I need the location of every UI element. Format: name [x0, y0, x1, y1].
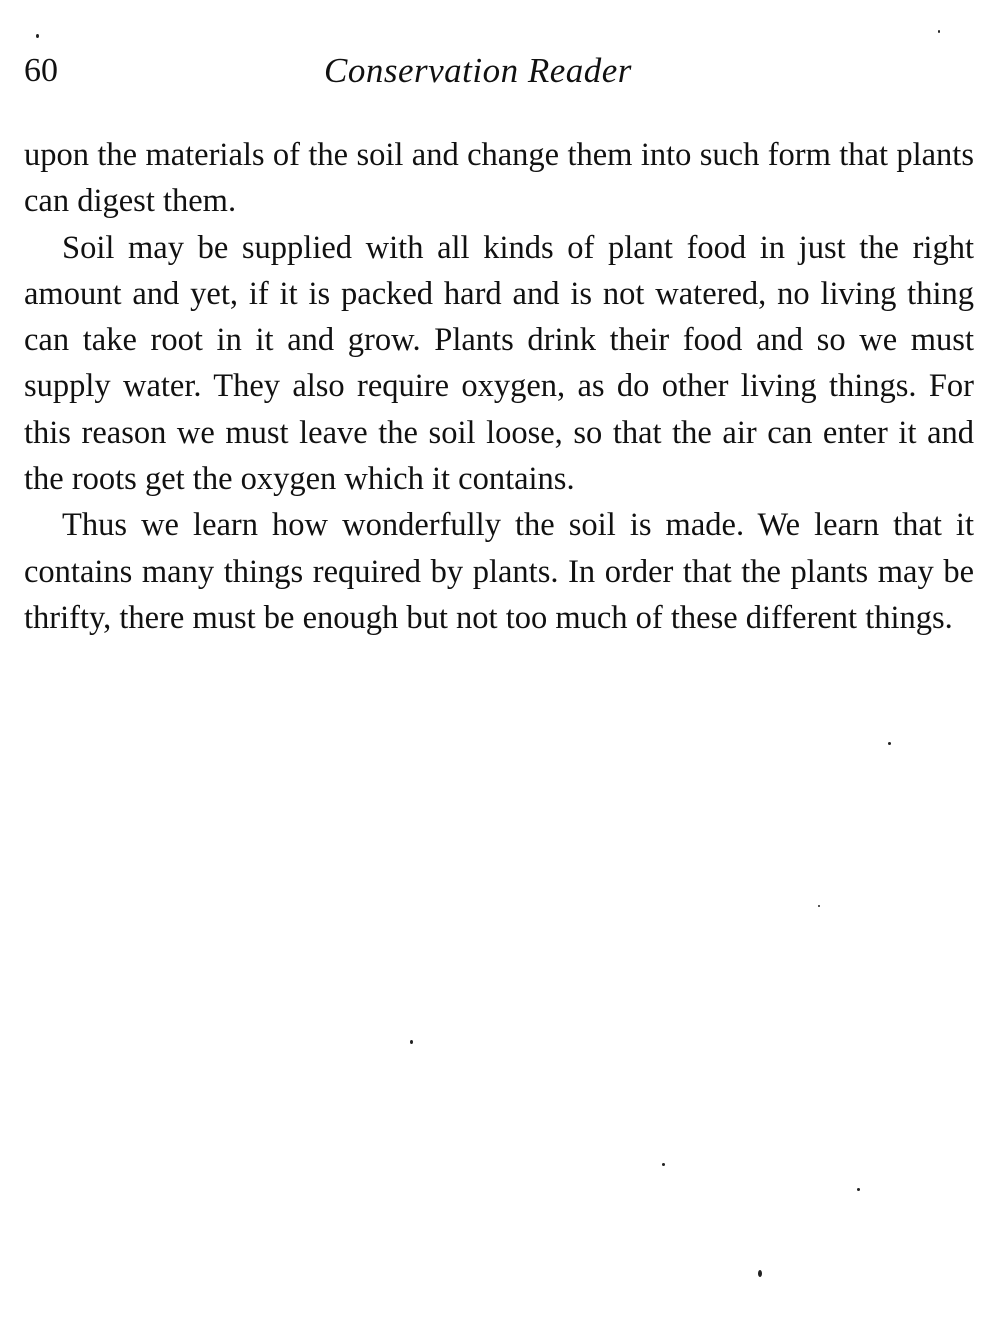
- scan-speck: [818, 905, 820, 907]
- scan-speck: [888, 742, 891, 745]
- page-number: 60: [24, 52, 58, 89]
- scan-speck: [758, 1270, 762, 1277]
- paragraph-continuation: upon the materials of the soil and change them into such form that plants can digest them.: [24, 137, 974, 220]
- paragraph-soil-needs: Soil may be supplied with all kinds of plant food in just the right amount and yet, if it is packed hard and is not watered, no living thing can take root in it and grow. Plants drink their food and so we must supply water. They also require oxygen, as do other living things. For this reason we must leave the soil loose, so that the air can enter it and the roots get the oxygen which it contains.: [24, 229, 974, 498]
- scan-speck: [857, 1188, 860, 1191]
- scan-speck: [410, 1040, 413, 1044]
- paragraph-conclusion: Thus we learn how wonderfully the soil is made. We learn that it contains many things required by plants. In order that the plants may be thrifty, there must be enough but not too much of these different things.: [24, 507, 974, 636]
- scan-speck: [36, 34, 39, 38]
- scan-speck: [662, 1163, 665, 1166]
- scan-speck: [938, 30, 940, 33]
- running-title: Conservation Reader: [324, 51, 632, 90]
- body-text: [24, 132, 974, 641]
- page-header: [24, 48, 974, 98]
